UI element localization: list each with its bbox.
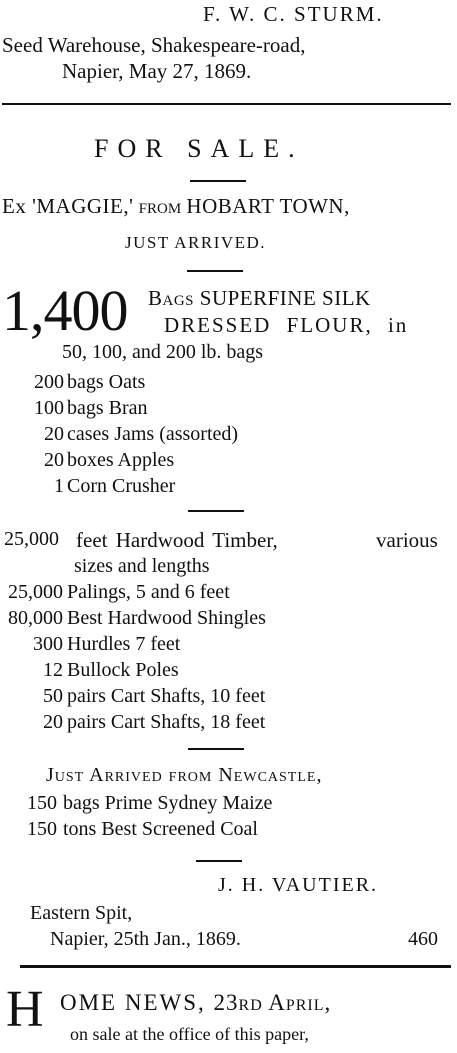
section-divider-top [2, 103, 451, 105]
item-quantity: 300 [33, 633, 63, 655]
list-item [0, 395, 457, 421]
item-description: tons Best Screened Coal [63, 818, 258, 840]
for-sale-heading: FOR SALE. [94, 134, 304, 163]
item-description: Hurdles 7 feet [67, 633, 181, 655]
item-quantity: 12 [43, 659, 63, 681]
list-item [0, 790, 457, 816]
vautier-place-line2: Napier, 25th Jan., 1869. [50, 928, 241, 950]
list-item [0, 657, 457, 683]
timber-quantity: 25,000 [4, 528, 59, 550]
home-news-title [60, 990, 331, 1016]
sturm-address-line1: Seed Warehouse, Shakespeare-road, [2, 33, 306, 57]
item-description: Palings, 5 and 6 feet [67, 581, 230, 603]
flour-line2: DRESSED FLOUR, in [164, 313, 409, 337]
ship-origin: HOBART TOWN, [186, 194, 350, 218]
ad-number: 460 [408, 928, 438, 950]
flour-quantity: 1,400 [2, 278, 128, 343]
goods-list-2 [0, 579, 457, 735]
sturm-address-line2: Napier, May 27, 1869. [62, 59, 252, 83]
short-rule-1 [190, 180, 246, 182]
item-quantity: 150 [27, 792, 57, 814]
item-description: cases Jams (assorted) [67, 423, 239, 445]
list-item [0, 579, 457, 605]
timber-description: feet Hardwood Timber, [76, 528, 278, 552]
short-rule-4 [188, 748, 244, 750]
ship-name: Ex 'MAGGIE,' [2, 194, 134, 218]
item-description: bags Bran [67, 397, 148, 419]
item-description: Bullock Poles [67, 659, 179, 681]
item-quantity: 150 [27, 818, 57, 840]
vautier-place-line1: Eastern Spit, [30, 902, 133, 924]
item-quantity: 20 [44, 449, 64, 471]
flour-line1 [148, 286, 371, 311]
item-quantity: 100 [34, 397, 64, 419]
timber-continuation: sizes and lengths [74, 555, 210, 577]
section-divider-bottom [20, 965, 451, 968]
item-quantity: 25,000 [8, 581, 63, 603]
home-news-date: 23rd April, [213, 990, 332, 1015]
home-news-title-a: OME NEWS, [60, 990, 206, 1015]
flour-bags-word: Bags [148, 286, 195, 310]
vautier-signature: J. H. VAUTIER. [218, 874, 379, 896]
item-quantity: 20 [44, 423, 64, 445]
timber-various: various [376, 528, 438, 552]
short-rule-3 [188, 510, 244, 512]
item-quantity: 20 [43, 711, 63, 733]
item-description: pairs Cart Shafts, 18 feet [67, 711, 266, 733]
list-item [0, 709, 457, 735]
flour-line3: 50, 100, and 200 lb. bags [62, 341, 264, 363]
item-description: Best Hardwood Shingles [67, 607, 266, 629]
flour-grade: SUPERFINE SILK [199, 286, 371, 310]
ship-from: from [138, 194, 182, 218]
home-news-subtitle: on sale at the office of this paper, [70, 1024, 309, 1044]
ship-line [2, 194, 350, 219]
item-description: pairs Cart Shafts, 10 feet [67, 685, 266, 707]
list-item [0, 605, 457, 631]
short-rule-2 [187, 270, 243, 272]
home-news-initial: H [6, 981, 44, 1038]
list-item [0, 816, 457, 842]
short-rule-5 [196, 860, 242, 862]
goods-list-1 [0, 369, 457, 499]
item-quantity: 200 [34, 371, 64, 393]
list-item [0, 369, 457, 395]
newcastle-heading: Just Arrived from Newcastle, [46, 764, 323, 786]
item-description: bags Prime Sydney Maize [63, 792, 273, 814]
item-description: boxes Apples [67, 449, 175, 471]
sturm-signature: F. W. C. STURM. [203, 2, 384, 26]
list-item [0, 631, 457, 657]
item-description: Corn Crusher [67, 475, 176, 497]
list-item [0, 421, 457, 447]
list-item [0, 447, 457, 473]
list-item [0, 683, 457, 709]
item-quantity: 1 [54, 475, 64, 497]
item-quantity: 80,000 [8, 607, 63, 629]
item-quantity: 50 [43, 685, 63, 707]
just-arrived-line: JUST ARRIVED. [125, 233, 267, 252]
item-description: bags Oats [67, 371, 146, 393]
goods-list-3 [0, 790, 457, 842]
list-item [0, 473, 457, 499]
